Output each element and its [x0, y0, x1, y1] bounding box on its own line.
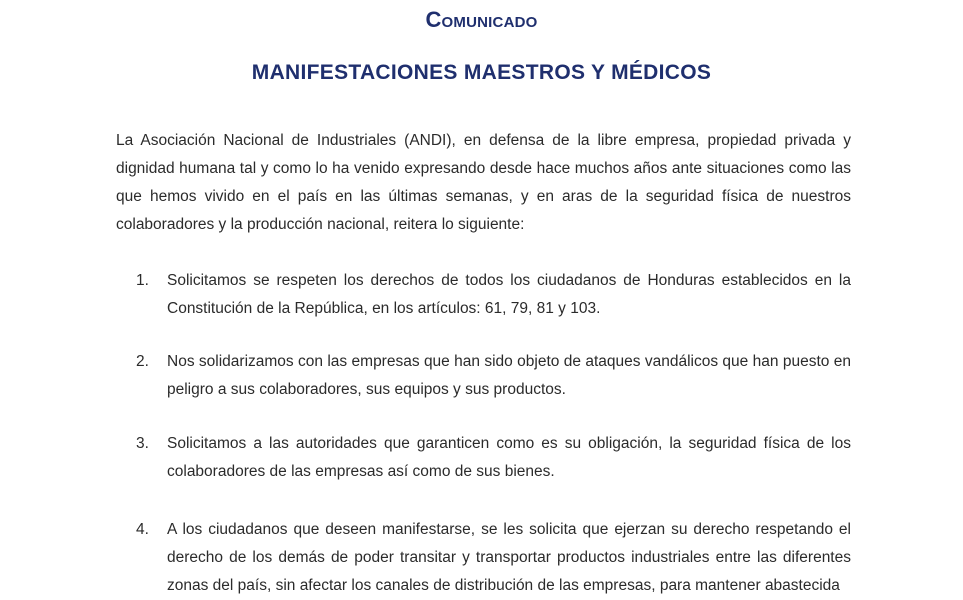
- document-title: Comunicado: [425, 7, 538, 32]
- list-item-text: A los ciudadanos que deseen manifestarse, se les solicita que ejerzan su derecho respetando el derecho de los demás de poder transitar y transportar productos industriales entre las diferentes zonas del país, sin afectar los canales de distribución de las empresas, para mantener abastecida: [167, 521, 851, 594]
- document-subtitle: MANIFESTACIONES MAESTROS Y MÉDICOS: [251, 61, 712, 84]
- list-item-text: Solicitamos a las autoridades que garanticen como es su obligación, la seguridad física de los colaboradores de las empresas así como de sus bienes.: [167, 435, 851, 480]
- list-item-number: 2.: [136, 353, 149, 370]
- list-item-number: 1.: [136, 272, 149, 289]
- list-item-number: 3.: [136, 435, 149, 452]
- list-item-number: 4.: [136, 521, 149, 538]
- list-item-text: Nos solidarizamos con las empresas que han sido objeto de ataques vandálicos que han puesto en peligro a sus colaboradores, sus equipos y sus productos.: [167, 353, 851, 398]
- list-item-text: Solicitamos se respeten los derechos de todos los ciudadanos de Honduras establecidos en la Constitución de la República, en los artículos: 61, 79, 81 y 103.: [167, 272, 851, 317]
- intro-paragraph: La Asociación Nacional de Industriales (ANDI), en defensa de la libre empresa, propiedad privada y dignidad humana tal y como lo ha venido expresando desde hace muchos años ante situaciones como las que hemos vivido en el país en las últimas semanas, y en aras de la seguridad física de nuestros colaboradores y la producción nacional, reitera lo siguiente:: [116, 132, 851, 233]
